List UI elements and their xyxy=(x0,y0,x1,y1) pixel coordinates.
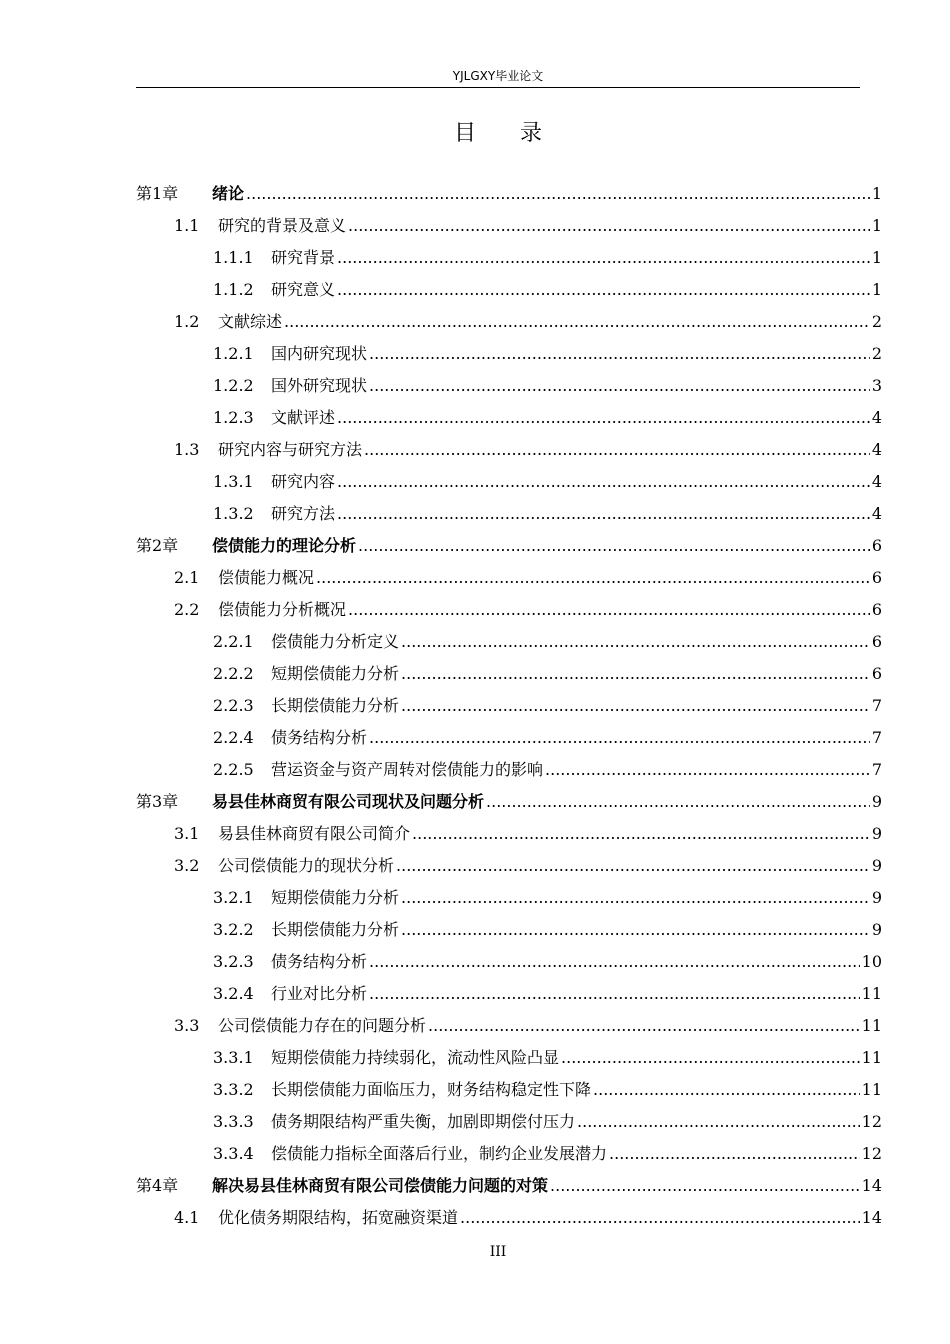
toc-entry[interactable] xyxy=(136,1074,882,1106)
toc-entry-number: 3.3.4 xyxy=(213,1144,254,1163)
toc-entry-page: 1 xyxy=(871,280,882,299)
toc-entry-number: 第3章 xyxy=(136,792,179,811)
table-of-contents xyxy=(136,178,882,1234)
toc-dot-leader xyxy=(396,850,870,882)
toc-entry[interactable] xyxy=(136,690,882,722)
toc-entry-number: 第2章 xyxy=(136,536,179,555)
toc-entry[interactable] xyxy=(136,210,882,242)
toc-entry[interactable] xyxy=(136,658,882,690)
toc-entry-page: 4 xyxy=(871,408,882,427)
toc-dot-leader xyxy=(358,530,870,562)
toc-entry-title: 研究背景 xyxy=(271,248,336,267)
toc-entry[interactable] xyxy=(136,1202,882,1234)
toc-entry-title: 债务期限结构严重失衡，加剧即期偿付压力 xyxy=(271,1112,576,1131)
toc-entry[interactable] xyxy=(136,562,882,594)
toc-entry-page: 12 xyxy=(861,1144,882,1163)
toc-entry-number: 1.1.2 xyxy=(213,280,254,299)
toc-entry[interactable] xyxy=(136,978,882,1010)
toc-entry-title: 公司偿债能力的现状分析 xyxy=(218,856,395,875)
toc-entry-number: 3.3 xyxy=(174,1016,200,1035)
toc-entry[interactable] xyxy=(136,530,882,562)
toc-entry-page: 1 xyxy=(871,216,882,235)
toc-entry[interactable] xyxy=(136,594,882,626)
toc-entry-page: 7 xyxy=(871,696,882,715)
toc-entry-title: 偿债能力的理论分析 xyxy=(212,536,357,555)
toc-entry-page: 3 xyxy=(871,376,882,395)
toc-entry-page: 1 xyxy=(871,184,882,203)
toc-entry-title: 短期偿债能力分析 xyxy=(271,888,400,907)
toc-dot-leader xyxy=(364,434,870,466)
toc-dot-leader xyxy=(577,1106,860,1138)
toc-entry-title: 长期偿债能力分析 xyxy=(271,696,400,715)
toc-dot-leader xyxy=(316,562,870,594)
toc-entry[interactable] xyxy=(136,1106,882,1138)
toc-entry-number: 3.2 xyxy=(174,856,200,875)
toc-entry-title: 债务结构分析 xyxy=(271,728,368,747)
toc-entry-page: 1 xyxy=(871,248,882,267)
toc-dot-leader xyxy=(550,1170,860,1202)
page-number: III xyxy=(489,1244,507,1260)
toc-dot-leader xyxy=(246,178,870,210)
toc-entry-title: 短期偿债能力持续弱化，流动性风险凸显 xyxy=(271,1048,560,1067)
toc-entry-number: 2.1 xyxy=(174,568,200,587)
toc-entry-title: 偿债能力分析概况 xyxy=(218,600,347,619)
toc-entry-number: 第1章 xyxy=(136,184,179,203)
toc-dot-leader xyxy=(561,1042,860,1074)
toc-dot-leader xyxy=(401,658,870,690)
toc-entry-number: 2.2 xyxy=(174,600,200,619)
toc-entry-number: 3.1 xyxy=(174,824,200,843)
toc-dot-leader xyxy=(369,370,870,402)
toc-entry-title: 长期偿债能力分析 xyxy=(271,920,400,939)
toc-entry[interactable] xyxy=(136,274,882,306)
toc-entry[interactable] xyxy=(136,1170,882,1202)
toc-dot-leader xyxy=(337,274,870,306)
toc-entry-page: 12 xyxy=(861,1112,882,1131)
toc-entry-page: 4 xyxy=(871,440,882,459)
toc-entry-number: 1.2.1 xyxy=(213,344,254,363)
toc-entry-title: 研究意义 xyxy=(271,280,336,299)
toc-entry-number: 2.2.5 xyxy=(213,760,254,779)
toc-entry-number: 2.2.1 xyxy=(213,632,254,651)
toc-entry-page: 11 xyxy=(861,984,882,1003)
toc-entry-page: 4 xyxy=(871,504,882,523)
toc-dot-leader xyxy=(486,786,870,818)
toc-dot-leader xyxy=(337,498,870,530)
toc-entry-page: 9 xyxy=(871,856,882,875)
toc-entry-page: 6 xyxy=(871,632,882,651)
toc-entry-title: 长期偿债能力面临压力，财务结构稳定性下降 xyxy=(271,1080,592,1099)
toc-dot-leader xyxy=(337,466,870,498)
toc-entry-page: 2 xyxy=(871,312,882,331)
toc-dot-leader xyxy=(284,306,870,338)
toc-entry-page: 9 xyxy=(871,920,882,939)
toc-entry-title: 国外研究现状 xyxy=(271,376,368,395)
toc-entry-title: 研究的背景及意义 xyxy=(218,216,347,235)
toc-entry-number: 2.2.4 xyxy=(213,728,254,747)
toc-entry[interactable] xyxy=(136,306,882,338)
toc-entry-page: 6 xyxy=(871,536,882,555)
toc-entry-title: 优化债务期限结构，拓宽融资渠道 xyxy=(218,1208,459,1227)
toc-dot-leader xyxy=(348,594,870,626)
toc-entry-title: 偿债能力指标全面落后行业，制约企业发展潜力 xyxy=(271,1144,608,1163)
toc-entry[interactable] xyxy=(136,370,882,402)
toc-entry-page: 14 xyxy=(861,1176,882,1195)
toc-entry[interactable] xyxy=(136,1042,882,1074)
toc-entry[interactable] xyxy=(136,242,882,274)
toc-entry[interactable] xyxy=(136,818,882,850)
toc-entry[interactable] xyxy=(136,402,882,434)
toc-entry-title: 债务结构分析 xyxy=(271,952,368,971)
toc-entry-title: 短期偿债能力分析 xyxy=(271,664,400,683)
toc-entry[interactable] xyxy=(136,626,882,658)
toc-entry[interactable] xyxy=(136,786,882,818)
toc-entry-number: 1.1.1 xyxy=(213,248,254,267)
running-header: YJLGXY毕业论文 xyxy=(452,69,544,83)
toc-entry-title: 偿债能力概况 xyxy=(218,568,315,587)
toc-entry-page: 10 xyxy=(861,952,882,971)
toc-entry-page: 6 xyxy=(871,568,882,587)
toc-entry[interactable] xyxy=(136,338,882,370)
toc-dot-leader xyxy=(412,818,870,850)
header-rule xyxy=(136,87,860,88)
toc-entry[interactable] xyxy=(136,498,882,530)
toc-entry[interactable] xyxy=(136,1138,882,1170)
toc-entry-page: 9 xyxy=(871,824,882,843)
toc-entry-page: 7 xyxy=(871,728,882,747)
toc-entry[interactable] xyxy=(136,914,882,946)
toc-entry-title: 行业对比分析 xyxy=(271,984,368,1003)
toc-entry-number: 3.3.3 xyxy=(213,1112,254,1131)
toc-dot-leader xyxy=(428,1010,860,1042)
toc-entry-number: 3.2.4 xyxy=(213,984,254,1003)
toc-entry-number: 1.3.1 xyxy=(213,472,254,491)
toc-entry-number: 3.2.1 xyxy=(213,888,254,907)
toc-entry-page: 14 xyxy=(861,1208,882,1227)
toc-entry-number: 3.3.2 xyxy=(213,1080,254,1099)
toc-entry-number: 3.3.1 xyxy=(213,1048,254,1067)
toc-entry[interactable] xyxy=(136,850,882,882)
toc-entry-title: 研究方法 xyxy=(271,504,336,523)
toc-dot-leader xyxy=(460,1202,860,1234)
toc-entry-page: 6 xyxy=(871,664,882,683)
toc-entry-title: 易县佳林商贸有限公司简介 xyxy=(218,824,411,843)
toc-entry-title: 研究内容与研究方法 xyxy=(218,440,363,459)
toc-entry-page: 4 xyxy=(871,472,882,491)
toc-entry-title: 解决易县佳林商贸有限公司偿债能力问题的对策 xyxy=(212,1176,549,1195)
toc-entry-title: 绪论 xyxy=(212,184,245,203)
toc-dot-leader xyxy=(369,338,870,370)
toc-dot-leader xyxy=(337,402,870,434)
toc-entry-number: 1.2.2 xyxy=(213,376,254,395)
toc-dot-leader xyxy=(545,754,870,786)
toc-entry[interactable] xyxy=(136,882,882,914)
toc-entry-page: 11 xyxy=(861,1016,882,1035)
toc-entry-title: 文献综述 xyxy=(218,312,283,331)
toc-entry-number: 2.2.2 xyxy=(213,664,254,683)
toc-entry-title: 国内研究现状 xyxy=(271,344,368,363)
toc-dot-leader xyxy=(401,882,870,914)
toc-entry-number: 3.2.3 xyxy=(213,952,254,971)
toc-entry[interactable] xyxy=(136,466,882,498)
toc-dot-leader xyxy=(593,1074,860,1106)
toc-entry-number: 第4章 xyxy=(136,1176,179,1195)
toc-dot-leader xyxy=(401,626,870,658)
toc-entry-number: 1.3 xyxy=(174,440,200,459)
toc-entry-page: 6 xyxy=(871,600,882,619)
toc-dot-leader xyxy=(348,210,870,242)
toc-entry-page: 11 xyxy=(861,1048,882,1067)
toc-entry-title: 易县佳林商贸有限公司现状及问题分析 xyxy=(212,792,485,811)
toc-entry-page: 9 xyxy=(871,888,882,907)
toc-entry-number: 4.1 xyxy=(174,1208,200,1227)
toc-entry-number: 1.3.2 xyxy=(213,504,254,523)
toc-entry[interactable] xyxy=(136,754,882,786)
toc-entry-number: 1.2 xyxy=(174,312,200,331)
toc-dot-leader xyxy=(369,978,860,1010)
toc-entry[interactable] xyxy=(136,722,882,754)
toc-entry-page: 7 xyxy=(871,760,882,779)
toc-entry-page: 2 xyxy=(871,344,882,363)
toc-entry-page: 9 xyxy=(871,792,882,811)
toc-entry-number: 2.2.3 xyxy=(213,696,254,715)
toc-entry[interactable] xyxy=(136,178,882,210)
toc-entry-number: 3.2.2 xyxy=(213,920,254,939)
toc-entry[interactable] xyxy=(136,946,882,978)
toc-dot-leader xyxy=(337,242,870,274)
toc-entry-title: 文献评述 xyxy=(271,408,336,427)
toc-entry-title: 偿债能力分析定义 xyxy=(271,632,400,651)
toc-dot-leader xyxy=(401,914,870,946)
toc-entry[interactable] xyxy=(136,1010,882,1042)
toc-dot-leader xyxy=(369,946,860,978)
toc-dot-leader xyxy=(401,690,870,722)
toc-entry-title: 研究内容 xyxy=(271,472,336,491)
toc-dot-leader xyxy=(369,722,870,754)
toc-entry-number: 1.2.3 xyxy=(213,408,254,427)
toc-entry[interactable] xyxy=(136,434,882,466)
page-title: 目录 xyxy=(453,121,586,146)
toc-entry-title: 营运资金与资产周转对偿债能力的影响 xyxy=(271,760,544,779)
toc-entry-number: 1.1 xyxy=(174,216,200,235)
toc-dot-leader xyxy=(609,1138,860,1170)
toc-entry-page: 11 xyxy=(861,1080,882,1099)
toc-entry-title: 公司偿债能力存在的问题分析 xyxy=(218,1016,427,1035)
